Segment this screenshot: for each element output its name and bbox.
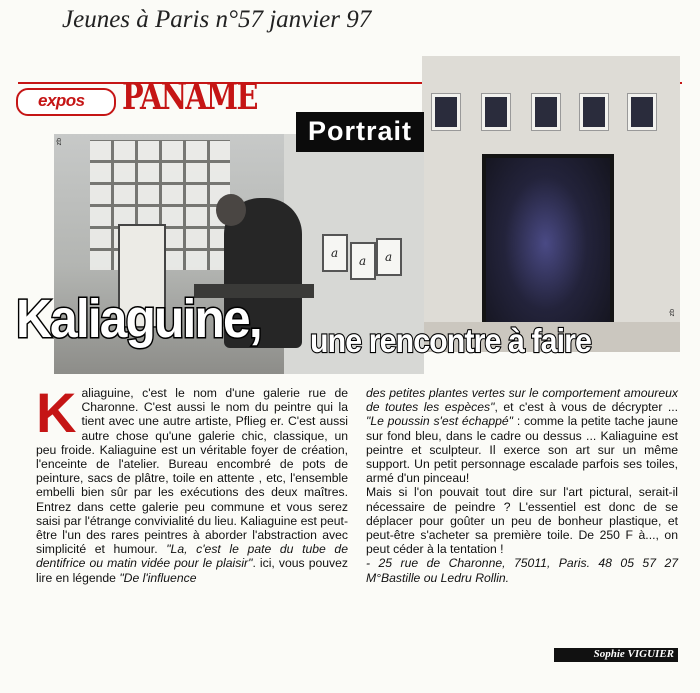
photo-credit: zb [669, 308, 676, 316]
drop-cap: K [36, 381, 77, 444]
quote: "La, c'est le pate du tube de dentifrice ou matin vidée pour le plaisir" [36, 542, 348, 571]
section-label: expos [38, 91, 85, 110]
wall-drawing [350, 242, 376, 280]
small-painting [628, 94, 656, 130]
painter-head [216, 194, 246, 226]
small-painting [482, 94, 510, 130]
photo-credit: zb [56, 138, 63, 146]
portrait-label: Portrait [307, 116, 413, 146]
masthead-title: Jeunes à Paris n°57 janvier 97 [62, 6, 372, 33]
article-paragraph: des petites plantes vertes sur le comportement amoureux de toutes les espèces", et c'est à vous de décrypter ... "Le poussin s'est échappé" : comme la petite tache jaune sur fond bleu, dans le cadre ou dessus ... Kaliaguine est peintre et sculpteur. Il exerce son art sur un même support. Un petit personnage escalade parfois ses toiles, armé d'un pinceau! [366, 386, 678, 486]
portrait-tag [296, 112, 424, 152]
address: - 25 rue de Charonne, 75011, Paris. 48 05 57 27 M°Bastille ou Ledru Rollin. [366, 556, 678, 585]
quote: "Le poussin s'est échappé" [366, 414, 514, 429]
quote: des petites plantes vertes sur le comportement amoureux de toutes les espèces" [366, 386, 678, 415]
article-column-1 [36, 381, 348, 585]
quote: "De l'influence [119, 570, 197, 585]
wall-drawing [376, 238, 402, 276]
small-painting [532, 94, 560, 130]
byline [554, 648, 678, 662]
section-rubric [16, 88, 116, 116]
article-column-2 [366, 386, 678, 585]
article-paragraph: Mais si l'on pouvait tout dire sur l'art pictural, serait-il nécessaire de peindre ? L'essentiel est donc de se déplacer pour goûter un peu de bonheur plastique, et peut-être s'acheter sa première toile. De 250 F à..., on peut céder à la tentation ! [366, 485, 678, 557]
article-paragraph: aliaguine, c'est le nom d'une galerie rue de Charonne. C'est aussi le nom du peintre qui la tient avec une autre artiste, Pflieg er. C'est aussi autre chose qu'une galerie chic, classique, un peu froide. Kaliaguine est un véritable foyer de création, l'enceinte de l'atelier. Bureau encombré de pots de peinture, sacs de plâtre, toile en attente , etc, l'ensemble embelli bien sûr par les exécutions des deux maîtres. Entrez dans cette galerie peu commune et vous serez saisi par l'étrange convivialité du lieu. Kaliaguine est peut-être l'un des rares peintres à aborder l'abstraction avec simplicité et humour. "La, c'est le pate du tube de dentifrice ou matin vidée pour le plaisir". ici, vous pouvez lire en légende "De l'influence [36, 386, 348, 585]
gallery-photo [422, 56, 680, 352]
author-name: Sophie VIGUIER [593, 648, 674, 660]
headline [16, 288, 592, 359]
rubric-title: PANAME [122, 76, 257, 118]
wall-drawing [322, 234, 348, 272]
small-painting [580, 94, 608, 130]
small-painting [432, 94, 460, 130]
headline-sub: une rencontre à faire [310, 322, 592, 359]
headline-main: Kaliaguine, [16, 289, 261, 349]
